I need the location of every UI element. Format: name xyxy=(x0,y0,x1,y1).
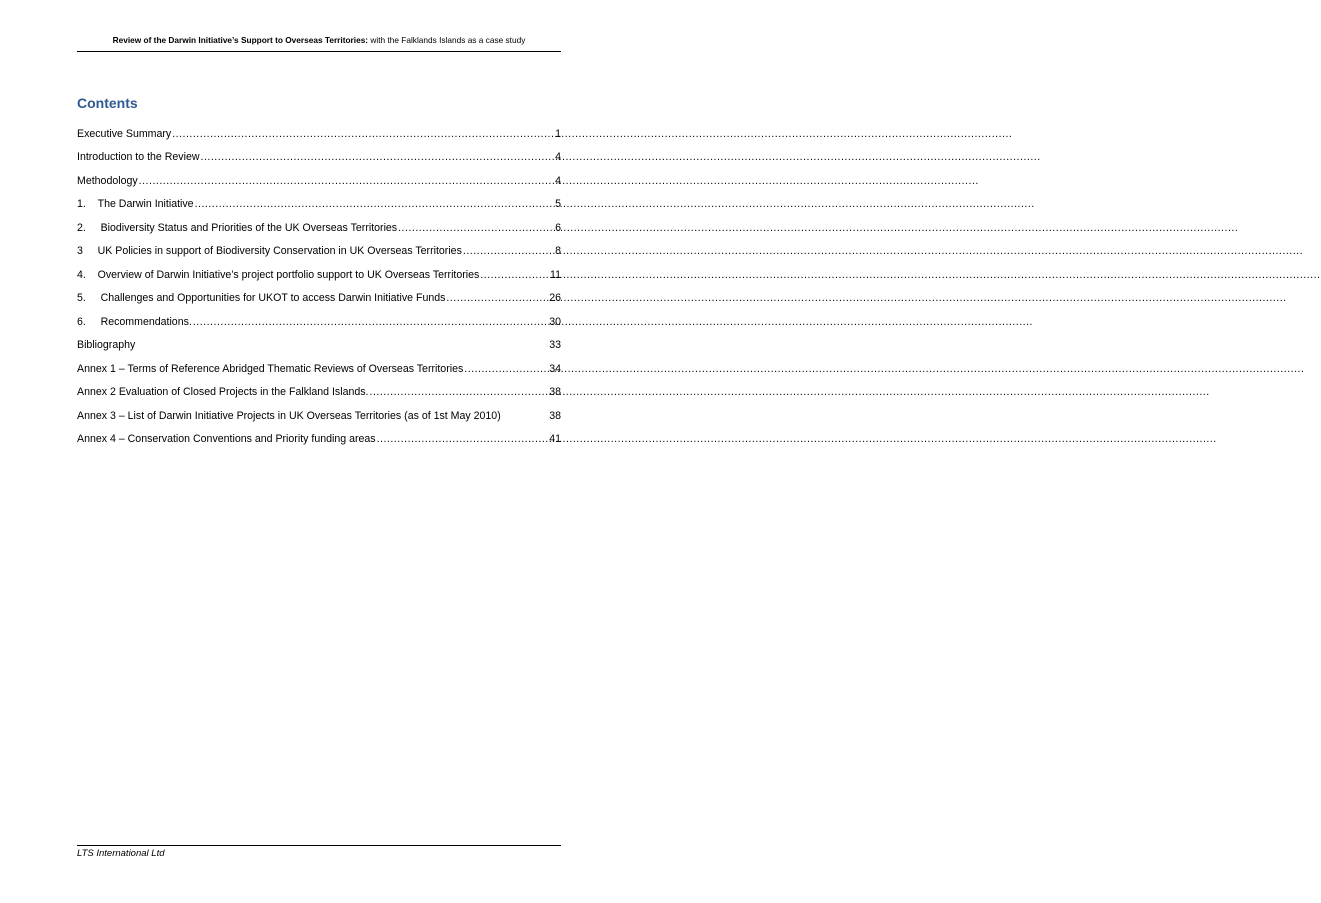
toc-entry-label: Executive Summary xyxy=(77,127,172,140)
header-title-bold: Review of the Darwin Initiative’s Support to Overseas Territories: xyxy=(112,35,369,45)
contents-heading: Contents xyxy=(77,95,138,111)
toc-entry-number: 3 xyxy=(77,245,98,258)
toc-dot-leader xyxy=(193,316,548,328)
toc-entry-label: Annex 4 – Conservation Conventions and Priority funding areas xyxy=(77,433,376,446)
toc-entry-page: 1 xyxy=(555,127,561,140)
toc-dot-leader xyxy=(172,128,554,140)
toc-entry[interactable] xyxy=(77,310,561,334)
toc-entry-page: 30 xyxy=(549,315,561,328)
table-of-contents xyxy=(77,122,561,451)
toc-entry-label: UK Policies in support of Biodiversity Conservation in UK Overseas Territories xyxy=(97,245,462,258)
toc-entry[interactable] xyxy=(77,146,561,170)
toc-entry[interactable] xyxy=(77,240,561,264)
toc-entry-label: Recommendations. xyxy=(100,315,192,328)
toc-entry-page: 11 xyxy=(550,268,561,281)
toc-entry[interactable] xyxy=(77,216,561,240)
toc-dot-leader xyxy=(464,363,548,375)
toc-entry[interactable] xyxy=(77,263,561,287)
toc-entry[interactable] xyxy=(77,169,561,193)
toc-entry-page: 26 xyxy=(549,292,561,305)
page-footer xyxy=(77,845,561,859)
toc-entry-page: 6 xyxy=(555,221,561,234)
toc-entry-page: 8 xyxy=(555,245,561,258)
toc-entry-page: 5 xyxy=(555,198,561,211)
toc-entry[interactable] xyxy=(77,287,561,311)
toc-dot-leader xyxy=(195,198,555,210)
toc-entry-label: The Darwin Initiative xyxy=(97,198,194,211)
toc-entry-label: Introduction to the Review xyxy=(77,151,200,164)
toc-entry-number: 5. xyxy=(77,292,101,305)
toc-entry[interactable] xyxy=(77,357,561,381)
toc-entry-number: 4. xyxy=(77,268,98,281)
toc-entry-label: Biodiversity Status and Priorities of the UK Overseas Territories xyxy=(100,221,398,234)
toc-entry-number: 1. xyxy=(77,198,98,211)
toc-entry-label: Overview of Darwin Initiative’s project portfolio support to UK Overseas Territories xyxy=(97,268,480,281)
toc-dot-leader xyxy=(480,269,549,281)
toc-entry[interactable] xyxy=(77,334,561,358)
toc-entry-page: 38 xyxy=(549,409,561,422)
toc-dot-leader xyxy=(463,245,554,257)
toc-entry-page: 33 xyxy=(549,339,561,352)
toc-entry-number: 6. xyxy=(77,315,101,328)
footer-company-name: LTS International Ltd xyxy=(77,848,165,859)
toc-entry-label: Methodology xyxy=(77,174,138,187)
toc-entry-page: 41 xyxy=(549,433,561,446)
toc-dot-leader xyxy=(139,175,554,187)
toc-entry-label: Annex 1 – Terms of Reference Abridged Thematic Reviews of Overseas Territories xyxy=(77,362,464,375)
toc-entry-label: Annex 3 – List of Darwin Initiative Projects in UK Overseas Territories (as of 1st May 2010) xyxy=(77,409,501,422)
toc-dot-leader xyxy=(398,222,554,234)
toc-dot-leader xyxy=(446,292,548,304)
toc-entry[interactable] xyxy=(77,381,561,405)
page-header xyxy=(77,31,561,52)
toc-entry[interactable] xyxy=(77,404,561,428)
toc-entry[interactable] xyxy=(77,193,561,217)
header-title-normal: with the Falklands Islands as a case study xyxy=(368,35,526,45)
toc-entry-page: 4 xyxy=(555,151,561,164)
toc-dot-leader xyxy=(370,386,549,398)
toc-dot-leader xyxy=(201,151,555,163)
toc-entry-number: 2. xyxy=(77,221,101,234)
toc-entry-label: Annex 2 Evaluation of Closed Projects in the Falkland Islands. xyxy=(77,386,369,399)
toc-dot-leader xyxy=(377,433,549,445)
toc-entry[interactable] xyxy=(77,428,561,452)
toc-entry-label: Bibliography xyxy=(77,339,136,352)
toc-entry-page: 4 xyxy=(555,174,561,187)
toc-entry[interactable] xyxy=(77,122,561,146)
toc-entry-page: 38 xyxy=(549,386,561,399)
toc-entry-label: Challenges and Opportunities for UKOT to access Darwin Initiative Funds xyxy=(100,292,446,305)
toc-entry-page: 34 xyxy=(549,362,561,375)
